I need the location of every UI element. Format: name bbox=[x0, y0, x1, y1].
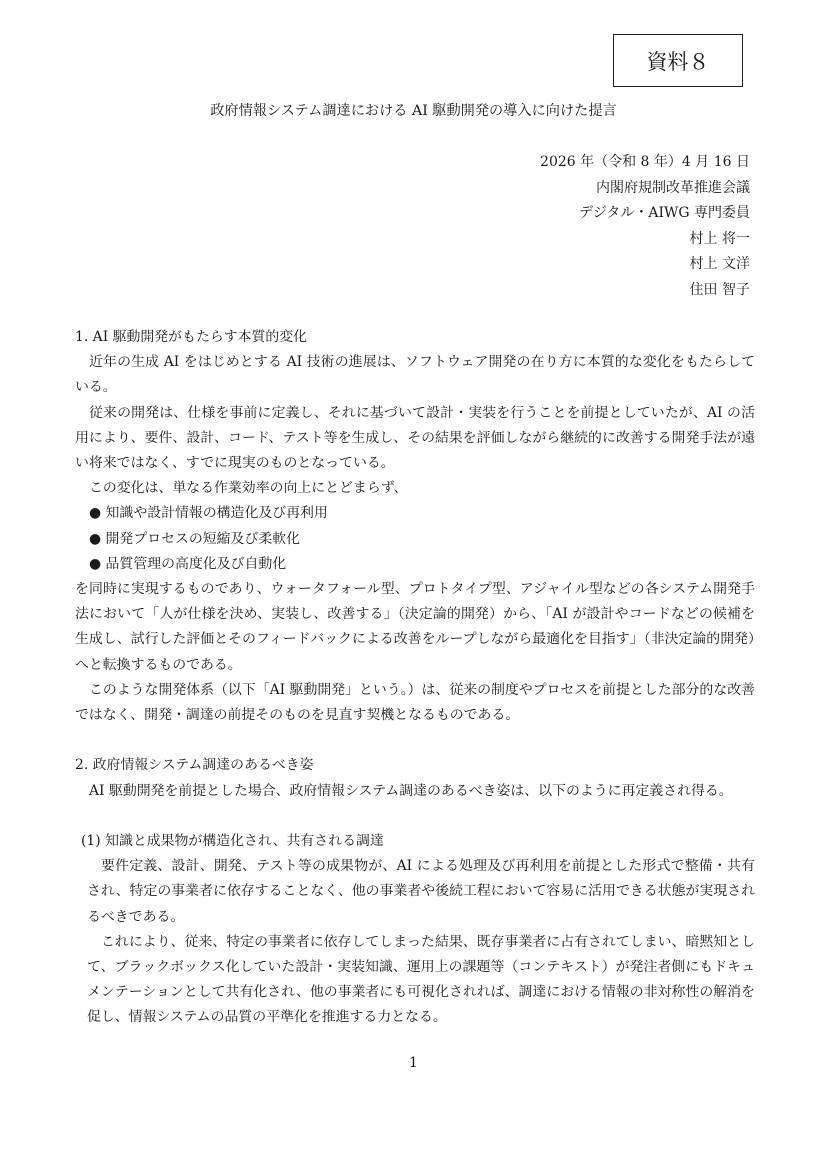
page-number: 1 bbox=[409, 1055, 418, 1071]
subsection-heading: (1) 知識と成果物が構造化され、共有される調達 bbox=[81, 833, 384, 850]
document-date: 2026 年（令和 8 年）4 月 16 日 bbox=[540, 154, 750, 170]
section-gap bbox=[75, 804, 755, 829]
section-gap bbox=[75, 728, 755, 753]
bullet-item: ● 知識や設計情報の構造化及び再利用 bbox=[89, 505, 328, 522]
organization: 内閣府規制改革推進会議 bbox=[596, 179, 750, 196]
subsection-body bbox=[75, 854, 755, 1030]
committee: デジタル・AIWG 専門委員 bbox=[579, 205, 750, 221]
author-name: 村上 将一 bbox=[689, 230, 750, 247]
section-1-heading: 1. AI 駆動開発がもたらす本質的変化 bbox=[75, 329, 308, 345]
paragraph: を同時に実現するものであり、ウォータフォール型、プロトタイプ型、アジャイル型などの各システム開発手法において「人が仕様を決め、実装し、改善する」（決定論的開発）から、「AI が設計やコードなどの候補を生成し、試行した評価とそのフィードバックによる改善をループしながら最適化を目指す」（非決定論的開発）へと転換するものである。 bbox=[75, 581, 755, 673]
document-title: 政府情報システム調達における AI 駆動開発の導入に向けた提言 bbox=[210, 103, 617, 119]
section-2-heading: 2. 政府情報システム調達のあるべき姿 bbox=[75, 757, 314, 774]
bullet-list bbox=[75, 501, 755, 577]
paragraph: この変化は、単なる作業効率の向上にとどまらず、 bbox=[89, 480, 408, 497]
bullet-item: ● 品質管理の高度化及び自動化 bbox=[89, 555, 287, 572]
bullet-item: ● 開発プロセスの短縮及び柔軟化 bbox=[89, 530, 301, 547]
paragraph: これにより、従来、特定の事業者に依存してしまった結果、既存事業者に占有されてしまい、暗黙知として、ブラックボックス化していた設計・実装知識、運用上の課題等（コンテキスト）が発注者側にもドキュメンテーションとして共有化され、他の事業者にも可視化されれば、調達における情報の非対称性の解消を促し、情報システムの品質の平準化を推進する力となる。 bbox=[87, 933, 755, 1026]
paragraph: 近年の生成 AI をはじめとする AI 技術の進展は、ソフトウェア開発の在り方に本質的な変化をもたらしている。 bbox=[75, 354, 755, 396]
document-body bbox=[75, 325, 755, 1031]
paragraph: 従来の開発は、仕様を事前に定義し、それに基づいて設計・実装を行うことを前提としていたが、AI の活用により、要件、設計、コード、テスト等を生成し、その結果を評価しながら継続的に改善する開発手法が遠い将来ではなく、すでに現実のものとなっている。 bbox=[75, 404, 755, 472]
paragraph: 要件定義、設計、開発、テスト等の成果物が、AI による処理及び再利用を前提とした形式で整備・共有され、特定の事業者に依存することなく、他の事業者や後続工程において容易に活用できる状態が実現されるべきである。 bbox=[87, 858, 755, 925]
author-name: 住田 智子 bbox=[689, 281, 750, 298]
paragraph: このような開発体系（以下「AI 駆動開発」という。）は、従来の制度やプロセスを前提とした部分的な改善ではなく、開発・調達の前提そのものを見直す契機となるものである。 bbox=[75, 681, 755, 724]
author-name: 村上 文洋 bbox=[689, 256, 750, 272]
document-meta bbox=[540, 150, 750, 303]
paragraph: AI 駆動開発を前提とした場合、政府情報システム調達のあるべき姿は、以下のように再定義され得る。 bbox=[89, 782, 733, 799]
document-label-box: 資料８ bbox=[613, 34, 743, 87]
